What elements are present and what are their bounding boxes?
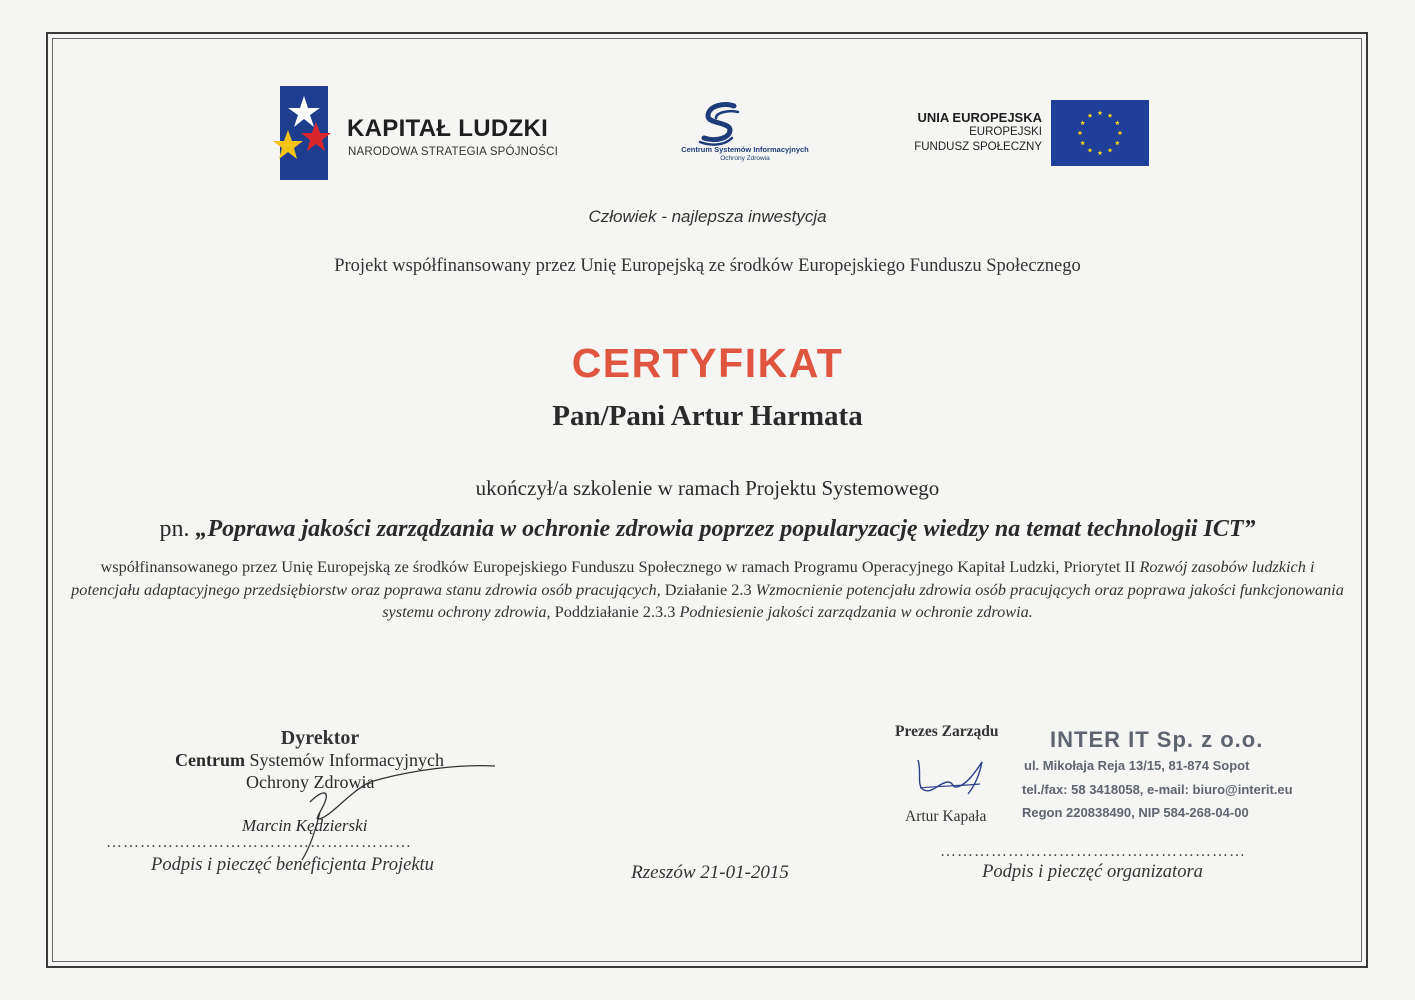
director-role: Dyrektor — [280, 727, 360, 749]
project-name: „Poprawa jakości zarządzania w ochronie zdrowia poprzez popularyzację wiedzy na temat technologii ICT” — [195, 516, 1256, 542]
csi-subname: Ochrony Zdrowia — [720, 155, 770, 162]
signature-caption-left: Podpis i pieczęć beneficjenta Projektu — [151, 855, 434, 875]
director-name: Marcin Kędzierski — [242, 816, 368, 835]
desc-part-6: Podniesienie jakości zarządzania w ochronie zdrowia. — [679, 602, 1033, 621]
project-description — [70, 556, 1345, 624]
signature-caption-right: Podpis i pieczęć organizatora — [982, 862, 1203, 882]
cofinancing-note: Projekt współfinansowany przez Unię Europejską ze środków Europejskiego Funduszu Społecznego — [334, 256, 1081, 276]
eu-line-3: FUNDUSZ SPOŁECZNY — [914, 141, 1042, 153]
desc-part-1: współfinansowanego przez Unię Europejską ze środków Europejskiego Funduszu Społecznego w ramach Programu Operacyjnego Kapitał Ludzki, Priorytet II — [100, 557, 1136, 576]
csi-name: Centrum Systemów Informacyjnych — [681, 145, 809, 154]
certificate-title: CERTYFIKAT — [571, 340, 844, 386]
kapital-ludzki-title: KAPITAŁ LUDZKI — [347, 115, 549, 142]
motto: Człowiek - najlepsza inwestycja — [588, 207, 827, 226]
eu-line-1: UNIA EUROPEJSKA — [917, 110, 1042, 125]
desc-part-3: Działanie 2.3 — [660, 579, 756, 599]
director-org-line-2: Ochrony Zdrowia — [246, 772, 375, 792]
stamp-contact: tel./fax: 58 3418058, e-mail: biuro@interit.eu — [1022, 782, 1293, 797]
project-name-line — [0, 516, 1415, 543]
stamp-ids: Regon 220838490, NIP 584-268-04-00 — [1022, 805, 1249, 820]
desc-part-5: Poddziałanie 2.3.3 — [550, 602, 680, 621]
stamp-company-name: INTER IT Sp. z o.o. — [1050, 727, 1264, 752]
signature-icon — [910, 752, 990, 800]
eu-line-2: EUROPEJSKI — [969, 126, 1042, 138]
stamp-address: ul. Mikołaja Reja 13/15, 81-874 Sopot — [1024, 758, 1250, 773]
desc-part-2: Rozwój zasobów ludzkich i potencjału adaptacyjnego przedsiębiorstw oraz poprawa stanu zdrowia osób pracujących, — [71, 557, 1315, 599]
csi-logo-icon — [690, 100, 750, 150]
eu-flag-icon — [1051, 100, 1149, 166]
director-org-rest: Systemów Informacyjnych — [245, 750, 444, 770]
project-prefix: pn. — [159, 516, 190, 542]
director-org-bold: Centrum — [175, 750, 245, 770]
signature-line-right: ……………………………………………… — [940, 843, 1246, 860]
recipient-name: Pan/Pani Artur Harmata — [552, 400, 863, 432]
kapital-ludzki-stars-icon — [268, 86, 344, 182]
president-role: Prezes Zarządu — [895, 723, 999, 740]
kapital-ludzki-subtitle: NARODOWA STRATEGIA SPÓJNOŚCI — [348, 146, 559, 158]
completion-statement: ukończył/a szkolenie w ramach Projektu Systemowego — [475, 476, 940, 500]
signature-line-left: ……………………………………………… — [106, 834, 412, 851]
president-name: Artur Kapała — [905, 808, 987, 825]
desc-part-4: Wzmocnienie potencjału zdrowia osób pracujących oraz poprawa jakości funkcjonowania systemu ochrony zdrowia, — [382, 579, 1344, 621]
place-and-date: Rzeszów 21-01-2015 — [631, 862, 789, 883]
